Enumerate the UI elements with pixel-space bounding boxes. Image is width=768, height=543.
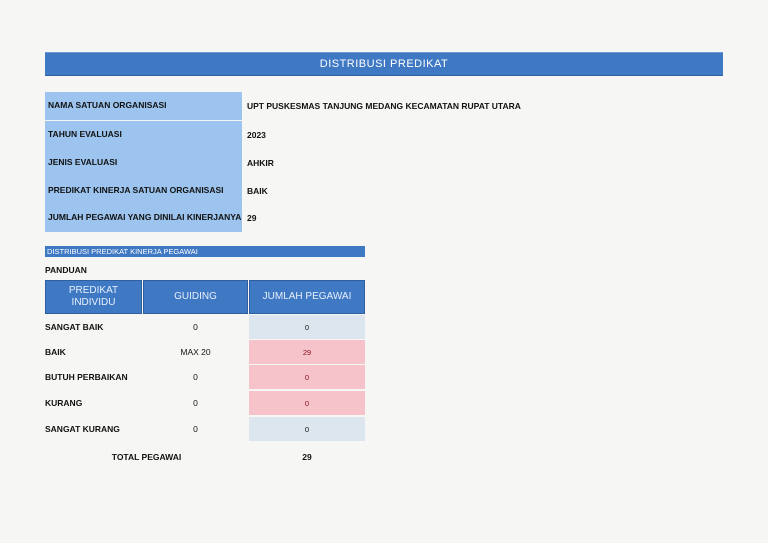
row-name: BUTUH PERBAIKAN — [45, 372, 128, 382]
row-guiding: 0 — [193, 398, 198, 408]
info-value: 2023 — [247, 130, 266, 140]
row-name: SANGAT KURANG — [45, 424, 120, 434]
header-predikat: PREDIKAT INDIVIDU — [45, 280, 142, 314]
row-guiding: 0 — [193, 424, 198, 434]
row-guiding: 0 — [193, 372, 198, 382]
info-value: BAIK — [247, 186, 268, 196]
table-row — [45, 365, 365, 389]
section-title: DISTRIBUSI PREDIKAT KINERJA PEGAWAI — [45, 246, 365, 257]
row-count: 0 — [249, 391, 365, 415]
info-value: 29 — [247, 213, 257, 223]
info-label: NAMA SATUAN ORGANISASI — [45, 92, 242, 120]
info-row-jumlah — [45, 204, 545, 232]
header-guiding: GUIDING — [143, 280, 248, 314]
table-row — [45, 391, 365, 415]
info-row-predikat — [45, 177, 545, 205]
row-guiding: MAX 20 — [180, 347, 211, 357]
info-value: AHKIR — [247, 158, 274, 168]
info-row-nama — [45, 92, 545, 120]
total-label: TOTAL PEGAWAI — [111, 452, 182, 462]
info-label: PREDIKAT KINERJA SATUAN ORGANISASI — [45, 177, 242, 205]
row-name: KURANG — [45, 398, 83, 408]
page-title: DISTRIBUSI PREDIKAT — [45, 52, 723, 76]
table-row — [45, 340, 365, 364]
row-name: SANGAT BAIK — [45, 322, 104, 332]
table-row — [45, 315, 365, 339]
row-count: 0 — [249, 365, 365, 389]
info-label: JUMLAH PEGAWAI YANG DINILAI KINERJANYA — [45, 204, 242, 232]
panduan-label: PANDUAN — [45, 265, 87, 275]
row-count: 29 — [249, 340, 365, 364]
info-value: UPT PUSKESMAS TANJUNG MEDANG KECAMATAN RUPAT UTARA — [247, 101, 521, 111]
info-label: JENIS EVALUASI — [45, 149, 242, 177]
info-row-jenis — [45, 149, 545, 177]
row-guiding: 0 — [193, 322, 198, 332]
header-jumlah: JUMLAH PEGAWAI — [249, 280, 365, 314]
row-count: 0 — [249, 315, 365, 339]
table-row — [45, 417, 365, 441]
total-value: 29 — [302, 452, 312, 462]
row-name: BAIK — [45, 347, 66, 357]
row-count: 0 — [249, 417, 365, 441]
info-row-tahun — [45, 121, 545, 149]
info-label: TAHUN EVALUASI — [45, 121, 242, 149]
